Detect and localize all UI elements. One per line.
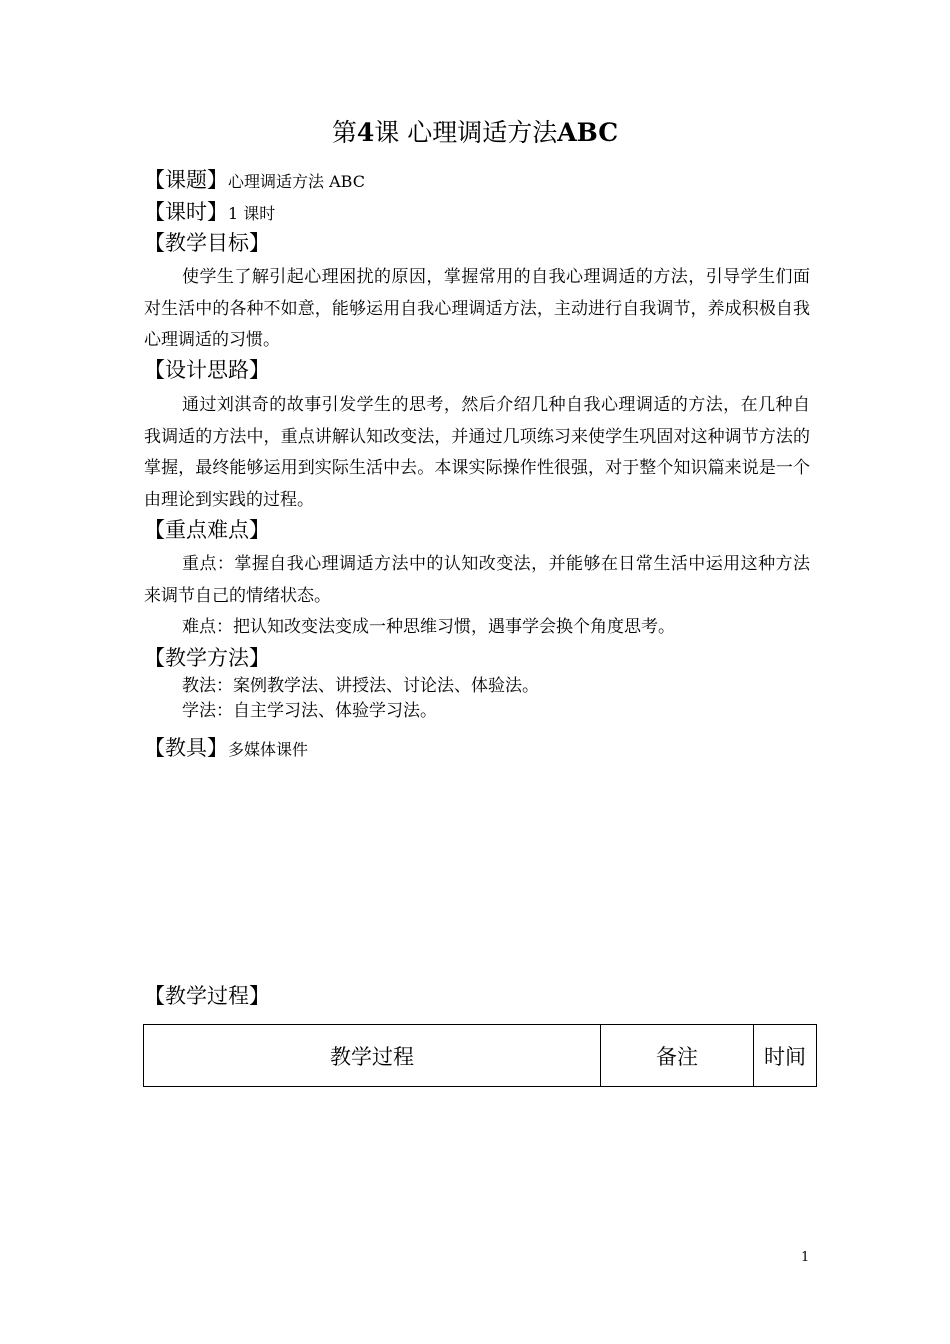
header-cell-notes: 备注 [601,1025,754,1087]
topic-label: 【课题】 [144,168,228,192]
tools-value: 多媒体课件 [228,740,309,759]
header-cell-process: 教学过程 [144,1025,601,1087]
key-difficulty-heading: 【重点难点】 [144,518,270,542]
method-heading: 【教学方法】 [144,646,270,670]
learning-method-line: 学法：自主学习法、体验学习法。 [182,701,437,721]
goal-paragraph: 使学生了解引起心理困扰的原因，掌握常用的自我心理调适的方法，引导学生们面对生活中的各种不如意，能够运用自我心理调适方法，主动进行自我调节，养成积极自我心理调适的习惯。 [144,267,810,350]
topic-row [144,165,810,197]
tools-row [144,733,810,765]
goal-heading: 【教学目标】 [144,231,270,255]
topic-value: 心理调适方法 ABC [228,172,365,191]
table-header-row [144,1025,817,1087]
hours-row [144,197,810,229]
teaching-method-line: 教法：案例教学法、讲授法、讨论法、体验法。 [182,676,539,696]
design-paragraph: 通过刘淇奇的故事引发学生的思考，然后介绍几种自我心理调适的方法，在几种自我调适的方法中，重点讲解认知改变法，并通过几项练习来使学生巩固对这种调节方法的掌握，最终能够运用到实际生活中去。本课实际操作性很强，对于整个知识篇来说是一个由理论到实践的过程。 [144,395,810,510]
hours-value: 1 课时 [228,204,276,223]
hours-label: 【课时】 [144,200,228,224]
process-table [143,1024,817,1087]
header-cell-time: 时间 [754,1025,817,1087]
page-number: 1 [801,1250,810,1265]
key-point-paragraph: 重点：掌握自我心理调适方法中的认知改变法，并能够在日常生活中运用这种方法来调节自己的情绪状态。 [144,554,810,606]
difficulty-paragraph: 难点：把认知改变法变成一种思维习惯，遇事学会换个角度思考。 [182,617,675,637]
process-heading: 【教学过程】 [144,984,270,1008]
design-heading: 【设计思路】 [144,358,270,382]
lesson-title: 第4课 心理调适方法ABC [331,118,619,147]
tools-label: 【教具】 [144,736,228,760]
